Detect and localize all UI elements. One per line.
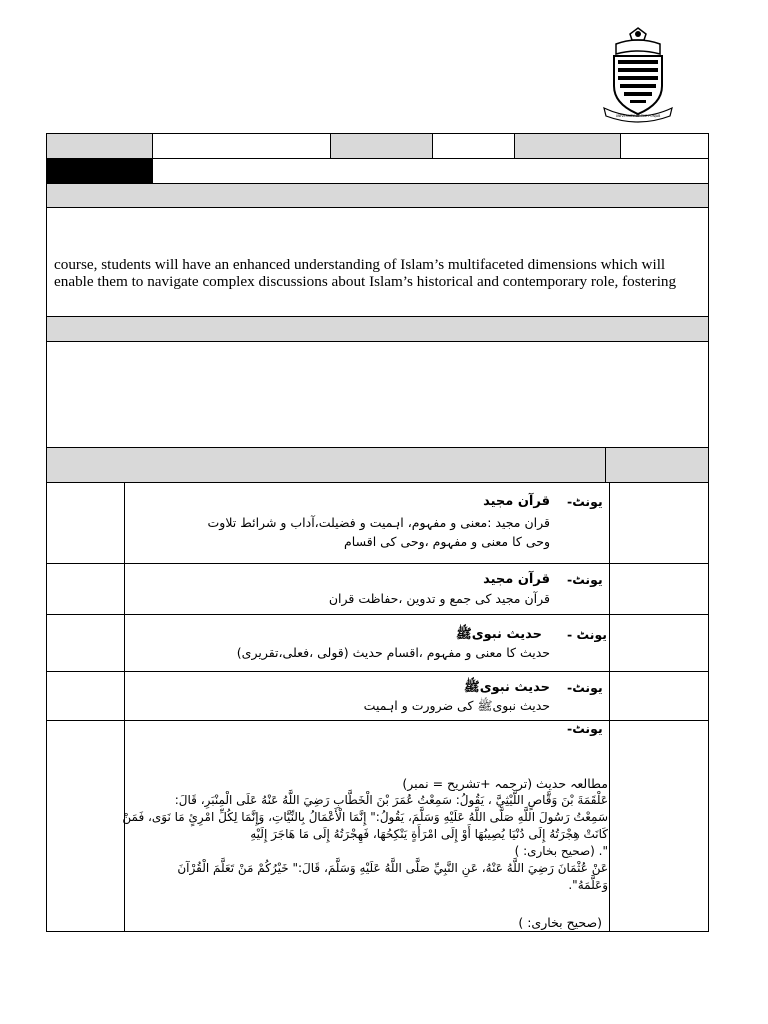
unit-5-source: (صحیح بخاری: )	[518, 915, 602, 930]
contents-header-divider	[605, 447, 606, 483]
row-divider-4	[46, 720, 709, 721]
info-black-label-cell	[46, 158, 153, 184]
unit-2-label: یونٹ-	[567, 572, 603, 587]
row-divider-3	[46, 671, 709, 672]
unit-3-title: حدیث نبویﷺ	[455, 627, 542, 642]
unit-2-line-1: قرآن مجید کی جمع و تدوین ،حفاظت قران	[328, 591, 550, 606]
unit-4-label: یونٹ-	[567, 680, 603, 695]
contents-col-divider-left	[124, 482, 125, 932]
unit-3-label: یونٹ -	[567, 627, 607, 642]
row-divider-1	[46, 563, 709, 564]
unit-1-label: یونٹ-	[567, 494, 603, 509]
university-logo	[600, 24, 676, 124]
info-label-cell-3	[514, 133, 621, 159]
unit-5-label: یونٹ-	[567, 721, 603, 736]
info-label-cell-1	[46, 133, 153, 159]
unit-5-hadith-1-line-4: ". (صحیح بخاری: )	[514, 844, 608, 858]
unit-3-line-1: حدیث کا معنی و مفہوم ،اقسام حدیث (قولی ،فعلی،تقریری)	[236, 645, 550, 660]
row-divider-2	[46, 614, 709, 615]
section-header-objectives	[46, 183, 709, 208]
info-label-cell-2	[330, 133, 433, 159]
info-value-cell-1	[152, 133, 331, 159]
unit-5-hadith-1-line-3: كَانَتْ هِجْرَتُهُ إِلَى دُنْيَا يُصِيبُهَا أَوْ إِلَى امْرَأَةٍ يَنْكِحُهَا، فَهِجْرَتُهُ إِلَى مَا هَاجَرَ إِلَيْهِ	[250, 827, 608, 841]
unit-1-line-2: وحی کا معنی و مفہوم ،وحی کی اقسام	[344, 534, 550, 549]
unit-4-line-1: حدیث نبویﷺ کی ضرورت و اہمیت	[363, 698, 550, 713]
objectives-text	[54, 256, 704, 290]
contents-table-header	[46, 447, 709, 483]
unit-5-hadith-2-line-1: عَنْ عُثْمَانَ رَضِيَ اللَّهُ عَنْهُ، عَنِ النَّبِيِّ صَلَّى اللَّهُ عَلَيْهِ وَسَلَّمَ، قَالَ:" خَيْرُكُمْ مَنْ تَعَلَّمَ الْقُرْآنَ	[177, 861, 608, 875]
info-value-cell-3	[620, 133, 709, 159]
unit-5-hadith-1-line-1: عَلْقَمَةَ بْنَ وَقَّاصٍ اللَّيْثِيَّ ، يَقُولُ: سَمِعْتُ عُمَرَ بْنَ الْخَطَّابِ رَضِيَ اللَّهُ عَنْهُ عَلَى الْمِنْبَرِ، قَالَ:	[174, 793, 608, 807]
unit-2-title: قرآن مجید	[483, 572, 550, 587]
info-value-cell-2	[432, 133, 515, 159]
unit-5-intro: مطالعہ حدیث (ترجمہ +تشریح = نمبر)	[402, 776, 608, 791]
svg-text:UNIVERSITY OF THE PUNJAB: UNIVERSITY OF THE PUNJAB	[615, 114, 661, 118]
unit-4-title: حدیث نبویﷺ	[463, 680, 550, 695]
unit-1-title: قرآن مجید	[483, 494, 550, 509]
objectives-line-1: course, students will have an enhanced understanding of Islam’s multifaceted dimensions which will	[54, 256, 666, 273]
section-header-outcomes	[46, 316, 709, 342]
contents-col-divider-right	[609, 482, 610, 932]
outcomes-section	[46, 341, 709, 448]
unit-1-line-1: قران مجید :معنی و مفہوم، اہمیت و فضیلت،آداب و شرائط تلاوت	[207, 515, 550, 530]
unit-5-hadith-1-line-2: سَمِعْتُ رَسُولَ اللَّهِ صَلَّى اللَّهُ عَلَيْهِ وَسَلَّمَ، يَقُولُ:" إِنَّمَا الْأَعْمَالُ بِالنِّيَّاتِ، وَإِنَّمَا لِكُلِّ امْرِئٍ مَا نَوَى، فَمَنْ	[122, 810, 608, 824]
unit-5-hadith-2-line-2: وَعَلَّمَهُ".	[568, 878, 608, 892]
objectives-line-2: enable them to navigate complex discussions about Islam’s historical and contemporary role, fostering	[54, 273, 677, 290]
